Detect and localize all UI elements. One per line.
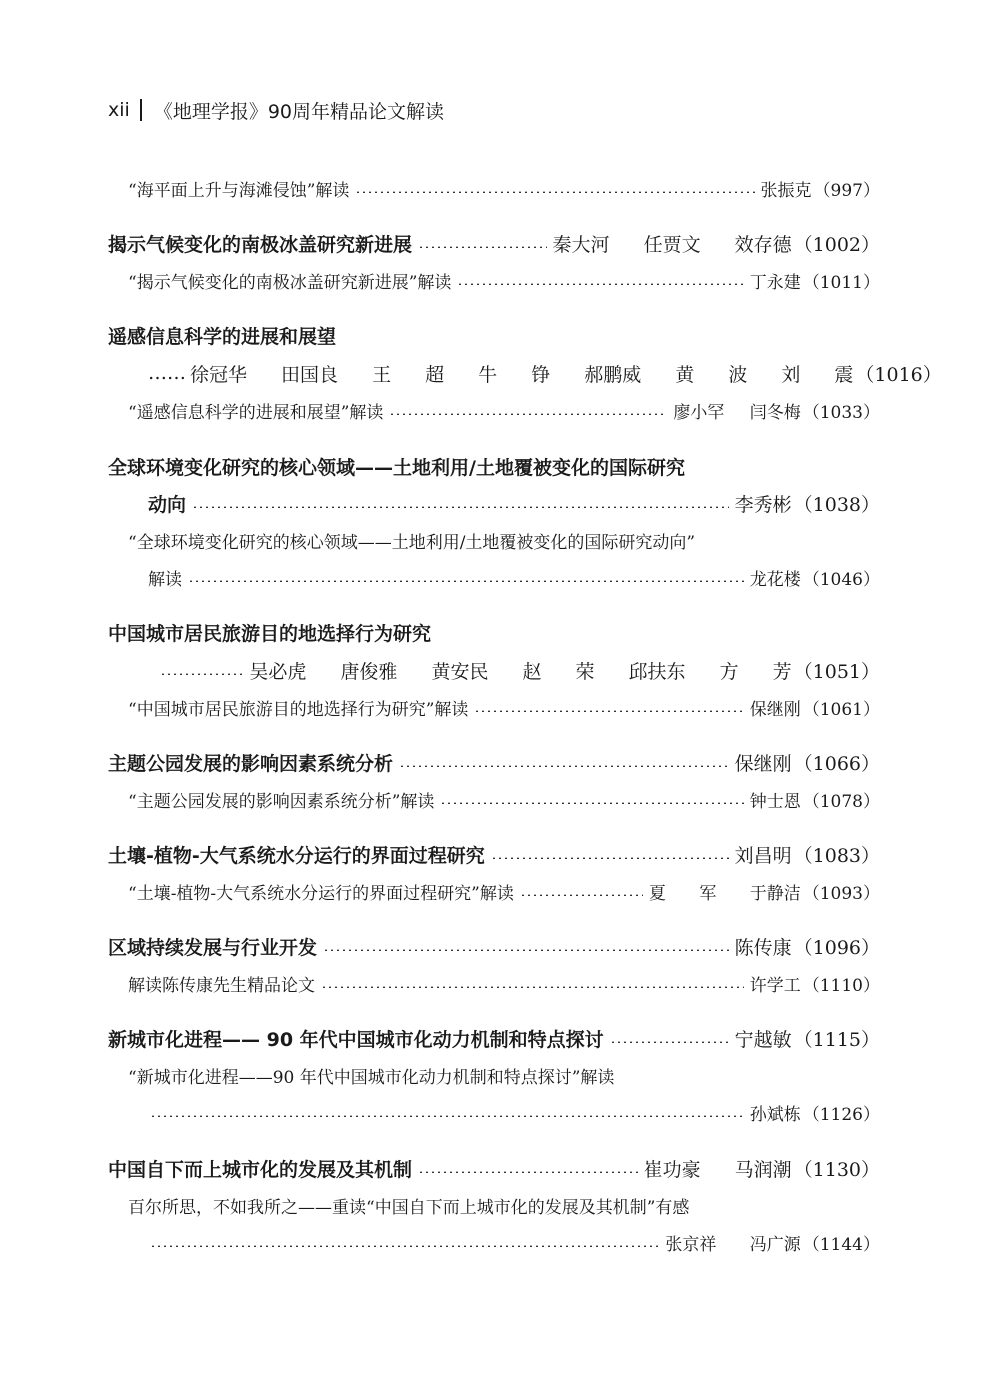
dot-leader: [192, 506, 729, 508]
entry-page: （1078）: [802, 791, 880, 812]
entry-authors: 刘昌明: [734, 844, 792, 867]
toc-entry-e18[interactable]: [108, 1153, 880, 1183]
toc-entry-e7-cont[interactable]: [148, 562, 880, 592]
entry-title: 区域持续发展与行业开发: [108, 936, 318, 959]
entry-page: （1061）: [802, 699, 880, 720]
dot-leader: [457, 283, 743, 285]
toc-entry-e4-authors: [148, 358, 942, 388]
toc-entry-e16[interactable]: [108, 1023, 880, 1053]
entry-authors: 保继刚: [734, 752, 792, 775]
toc-entry-e13[interactable]: [128, 876, 880, 906]
entry-page: （1011）: [802, 272, 880, 293]
book-title: 《地理学报》90周年精品论文解读: [153, 100, 444, 123]
entry-authors: 宁越敏: [734, 1028, 792, 1051]
entry-title: “主题公园发展的影响因素系统分析”解读: [128, 791, 435, 812]
entry-title: 新城市化进程—— 90 年代中国城市化动力机制和特点探讨: [108, 1028, 604, 1051]
entry-page: （1096）: [793, 936, 880, 959]
entry-title: 中国城市居民旅游目的地选择行为研究: [108, 622, 432, 645]
entry-page: （1033）: [802, 402, 880, 423]
entry-title: 揭示气候变化的南极冰盖研究新进展: [108, 233, 413, 256]
entry-page: （1126）: [802, 1104, 880, 1125]
toc-entry-e4-title[interactable]: [108, 320, 880, 350]
entry-title: 土壤-植物-大气系统水分运行的界面过程研究: [108, 844, 485, 867]
toc-entry-e3[interactable]: [128, 265, 880, 295]
toc-entry-e1[interactable]: [128, 173, 880, 203]
entry-title: “全球环境变化研究的核心领域——土地利用/土地覆被变化的国际研究动向”: [128, 532, 696, 553]
entry-authors: 张京祥 冯广源: [665, 1234, 801, 1255]
entry-authors: 吴必虎 唐俊雅 黄安民 赵 荣 邱扶东 方 芳: [249, 660, 792, 683]
toc-entry-e15[interactable]: [128, 968, 880, 998]
entry-authors: 廖小罕 闫冬梅: [673, 402, 801, 423]
entry-page: （997）: [813, 180, 880, 201]
toc-entry-e6-cont[interactable]: [148, 488, 880, 518]
entry-page: （1016）: [855, 363, 942, 386]
toc-entry-e5[interactable]: [128, 395, 880, 425]
page-number: xii: [108, 99, 130, 121]
running-header: [108, 96, 444, 124]
entry-authors: 钟士恩: [749, 791, 801, 812]
dot-leader: [323, 949, 729, 951]
toc-entry-e6-title[interactable]: [108, 451, 880, 481]
entry-page: （1083）: [793, 844, 880, 867]
entry-title: “土壤-植物-大气系统水分运行的界面过程研究”解读: [128, 883, 514, 904]
entry-page: （1093）: [802, 883, 880, 904]
entry-title-cont: 解读: [148, 569, 182, 590]
entry-authors: 保继刚: [749, 699, 801, 720]
dot-leader: [491, 857, 729, 859]
entry-authors: 徐冠华 田国良 王 超 牛 铮 郝鹏威 黄 波 刘 震: [190, 363, 854, 386]
toc-entry-e7-title[interactable]: [128, 525, 880, 555]
toc-entry-e12[interactable]: [108, 839, 880, 869]
entry-title: “新城市化进程——90 年代中国城市化动力机制和特点探讨”解读: [128, 1067, 615, 1088]
entry-authors: 龙花楼: [749, 569, 801, 590]
entry-title: “遥感信息科学的进展和展望”解读: [128, 402, 384, 423]
dot-leader: [150, 1245, 659, 1247]
entry-title-cont: 动向: [148, 493, 187, 516]
entry-title: “中国城市居民旅游目的地选择行为研究”解读: [128, 699, 469, 720]
entry-page: （1115）: [793, 1028, 880, 1051]
dot-leader: [389, 413, 667, 415]
toc-entry-e14[interactable]: [108, 931, 880, 961]
entry-authors: 许学工: [749, 975, 801, 996]
header-divider: [140, 99, 142, 121]
entry-page: （1051）: [793, 660, 880, 683]
leader-prefix: ……: [148, 362, 186, 384]
entry-title: “揭示气候变化的南极冰盖研究新进展”解读: [128, 272, 452, 293]
entry-page: （1110）: [802, 975, 880, 996]
dot-leader: [520, 894, 643, 896]
toc-entry-e19-authors: [150, 1227, 880, 1257]
entry-page: （1066）: [793, 752, 880, 775]
entry-title: 百尔所思，不如我所之——重读“中国自下而上城市化的发展及其机制”有感: [128, 1197, 690, 1218]
dot-leader: [440, 802, 743, 804]
toc-entry-e19-title[interactable]: [128, 1190, 880, 1220]
entry-authors: 丁永建: [749, 272, 801, 293]
dot-leader: [355, 191, 754, 193]
entry-authors: 孙斌栋: [749, 1104, 801, 1125]
entry-title: 解读陈传康先生精品论文: [128, 975, 315, 996]
dot-leader: [399, 765, 729, 767]
dot-leader: [418, 1171, 638, 1173]
entry-page: （1038）: [793, 493, 880, 516]
entry-authors: 张振克: [760, 180, 812, 201]
dot-leader: [418, 246, 547, 248]
entry-authors: 陈传康: [734, 936, 792, 959]
entry-page: （1130）: [793, 1158, 880, 1181]
entry-page: （1144）: [802, 1234, 880, 1255]
toc-entry-e17-authors: [150, 1097, 880, 1127]
entry-authors: 崔功豪 马润潮: [643, 1158, 792, 1181]
toc-entry-e2[interactable]: [108, 228, 880, 258]
entry-title: 全球环境变化研究的核心领域——土地利用/土地覆被变化的国际研究: [108, 456, 685, 479]
toc-entry-e11[interactable]: [128, 784, 880, 814]
dot-leader: [150, 1115, 744, 1117]
entry-authors: 李秀彬: [734, 493, 792, 516]
dot-leader: [474, 710, 743, 712]
entry-page: （1002）: [793, 233, 880, 256]
entry-authors: 秦大河 任贾文 效存德: [552, 233, 792, 256]
dot-leader: [188, 580, 744, 582]
dot-leader: [610, 1041, 729, 1043]
toc-entry-e8-title[interactable]: [108, 617, 880, 647]
toc-entry-e10[interactable]: [108, 747, 880, 777]
toc-entry-e8-authors: [160, 655, 880, 685]
entry-title: 主题公园发展的影响因素系统分析: [108, 752, 394, 775]
toc-entry-e9[interactable]: [128, 692, 880, 722]
dot-leader: [321, 986, 744, 988]
entry-title: “海平面上升与海滩侵蚀”解读: [128, 180, 350, 201]
toc-entry-e17-title[interactable]: [128, 1060, 880, 1090]
entry-title: 中国自下而上城市化的发展及其机制: [108, 1158, 413, 1181]
dot-leader: [160, 673, 243, 675]
entry-authors: 夏 军 于静洁: [648, 883, 801, 904]
entry-page: （1046）: [802, 569, 880, 590]
entry-title: 遥感信息科学的进展和展望: [108, 325, 337, 348]
